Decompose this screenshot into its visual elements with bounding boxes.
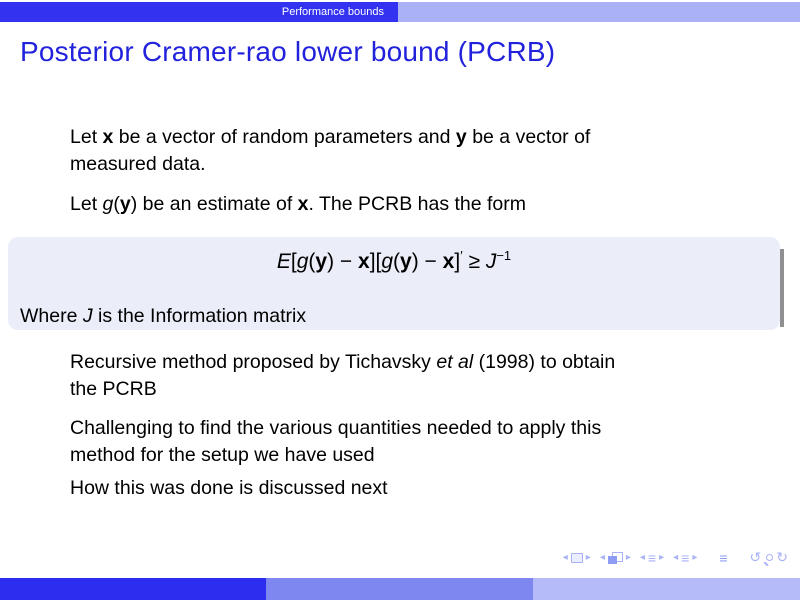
bold-y: y bbox=[455, 126, 467, 148]
text-run: be a vector of bbox=[466, 126, 591, 148]
section-icon[interactable]: ≡ bbox=[681, 550, 690, 566]
text-run: is the Information matrix bbox=[92, 305, 307, 327]
header-bar bbox=[0, 2, 800, 22]
formula-prime: ′ bbox=[460, 248, 463, 263]
prev-subsection-icon[interactable]: ◂ bbox=[639, 552, 645, 563]
body-item-5 bbox=[70, 475, 760, 502]
formula-minus: ) − bbox=[411, 250, 443, 273]
next-slide-icon[interactable]: ▸ bbox=[585, 552, 591, 563]
formula-g: g bbox=[381, 250, 394, 273]
navigation-symbols bbox=[554, 551, 788, 565]
footer-bar bbox=[0, 578, 800, 600]
next-frame-icon[interactable]: ▸ bbox=[625, 552, 631, 563]
formula-g: g bbox=[296, 250, 309, 273]
text-run: ) be an estimate of bbox=[130, 193, 298, 215]
slide-title: Posterior Cramer-rao lower bound (PCRB) bbox=[20, 36, 556, 67]
prev-frame-icon[interactable]: ◂ bbox=[599, 552, 605, 563]
text-run: Where bbox=[20, 305, 83, 327]
next-subsection-icon[interactable]: ▸ bbox=[659, 552, 665, 563]
nav-subsection-group bbox=[640, 551, 664, 565]
body-item-1-line-2: measured data. bbox=[70, 153, 206, 175]
formula-bracket: [ bbox=[290, 250, 297, 273]
prev-section-icon[interactable]: ◂ bbox=[673, 552, 679, 563]
italic-g: g bbox=[102, 193, 114, 215]
appendix-icon[interactable]: ≡ bbox=[719, 550, 728, 566]
nav-appendix-group bbox=[719, 551, 727, 565]
prev-slide-icon[interactable]: ◂ bbox=[562, 552, 568, 563]
formula-y: y bbox=[400, 250, 412, 273]
footer-segment-light bbox=[533, 578, 800, 600]
footer-segment-dark bbox=[0, 578, 266, 600]
formula-bracket: ] bbox=[454, 250, 461, 273]
text-run: Let bbox=[70, 126, 103, 148]
go-back-icon[interactable]: ↺ bbox=[749, 550, 762, 566]
formula-brackets: ][ bbox=[369, 250, 382, 273]
text-run: . The PCRB has the form bbox=[308, 193, 527, 215]
formula-paren: ( bbox=[308, 250, 316, 273]
pcrb-formula bbox=[8, 248, 780, 274]
search-icon[interactable] bbox=[764, 554, 773, 563]
formula-paren: ( bbox=[393, 250, 401, 273]
body-item-1-line-1 bbox=[70, 124, 760, 151]
formula-x: x bbox=[358, 250, 370, 273]
text-run: ( bbox=[113, 193, 120, 215]
go-forward-icon[interactable]: ↻ bbox=[776, 550, 788, 566]
nav-section-group bbox=[673, 551, 697, 565]
body-item-2-line-1 bbox=[70, 191, 760, 218]
formula-y: y bbox=[315, 250, 328, 273]
body-item-1 bbox=[70, 124, 760, 178]
formula-E: E bbox=[276, 250, 291, 273]
formula-exponent: −1 bbox=[496, 248, 512, 263]
text-run: Recursive method proposed by Tichavsky bbox=[70, 351, 437, 373]
formula-J: J bbox=[485, 250, 497, 273]
bold-x: x bbox=[297, 193, 309, 215]
body-item-4-line-2: method for the setup we have used bbox=[70, 444, 375, 466]
bold-x: x bbox=[102, 126, 114, 148]
body-item-2 bbox=[70, 191, 760, 218]
bold-y: y bbox=[119, 193, 131, 215]
footer-segment-mid bbox=[266, 578, 533, 600]
body-item-3 bbox=[70, 349, 760, 403]
nav-frame-group bbox=[600, 551, 631, 565]
text-run: (1998) to obtain bbox=[473, 351, 616, 373]
header-section-cell bbox=[0, 2, 398, 22]
body-item-4 bbox=[70, 415, 760, 469]
body-item-3-line-2: the PCRB bbox=[70, 378, 157, 400]
body-item-3-line-1 bbox=[70, 349, 760, 376]
text-run: Let bbox=[70, 193, 103, 215]
nav-slide-group bbox=[563, 551, 591, 565]
text-run: be a vector of random parameters and bbox=[113, 126, 456, 148]
italic-et-al: et al bbox=[436, 351, 474, 373]
frame-icon[interactable] bbox=[612, 552, 623, 562]
subsection-icon[interactable]: ≡ bbox=[647, 550, 657, 566]
formula-minus: ) − bbox=[327, 250, 358, 273]
nav-history-group bbox=[750, 551, 788, 565]
body-item-5-line-1: How this was done is discussed next bbox=[70, 477, 388, 499]
next-section-icon[interactable]: ▸ bbox=[692, 552, 698, 563]
where-caption bbox=[20, 305, 306, 328]
header-section-label: Performance bounds bbox=[281, 6, 384, 18]
body-item-4-line-1: Challenging to find the various quantities needed to apply this bbox=[70, 417, 602, 439]
formula-block bbox=[8, 237, 780, 330]
italic-J: J bbox=[82, 305, 93, 327]
formula-geq: ≥ bbox=[462, 250, 486, 273]
header-subsection-cell bbox=[398, 2, 800, 22]
formula-x: x bbox=[442, 250, 455, 273]
slide-icon[interactable] bbox=[571, 553, 583, 563]
